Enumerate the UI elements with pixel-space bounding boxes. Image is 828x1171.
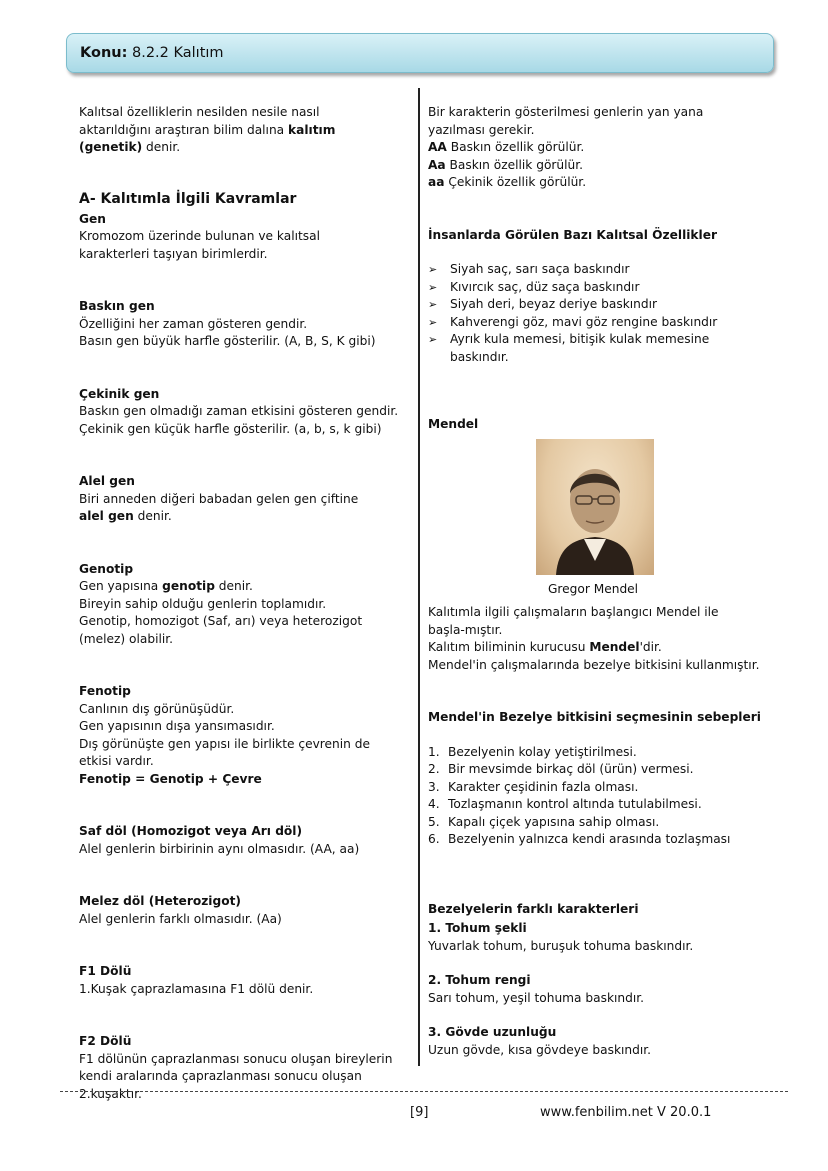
f2-title: F2 Dölü (79, 1034, 132, 1048)
list-item: 4. Tozlaşmanın kontrol altında tutulabilmesi. (428, 797, 702, 811)
fenotip-title: Fenotip (79, 684, 131, 698)
reasons-list (428, 744, 768, 849)
photo-caption: Gregor Mendel (547, 581, 639, 596)
reasons-title: Mendel'in Bezelye bitkisini seçmesinin sebepleri (428, 710, 761, 724)
cekinik-gen-line1: Baskın gen olmadığı zaman etkisini gösteren gendir. (79, 404, 399, 418)
genotype-aa: aa Çekinik özellik görülür. (428, 175, 587, 189)
f1-title: F1 Dölü (79, 964, 132, 978)
left-column (79, 104, 409, 1103)
stem-length-text: Uzun gövde, kısa gövdeye baskındır. (428, 1042, 651, 1057)
mendel-portrait (536, 439, 654, 575)
list-item: 3. Karakter çeşidinin fazla olması. (428, 779, 639, 794)
f1-text: 1.Kuşak çaprazlamasına F1 dölü denir. (79, 981, 314, 996)
melez-dol-text: Alel genlerin farklı olmasıdır. (Aa) (79, 911, 282, 926)
list-item: 5. Kapalı çiçek yapısına sahip olması. (428, 814, 660, 829)
cekinik-gen-title: Çekinik gen (79, 386, 160, 401)
f2-text: F1 dölünün çaprazlanması sonucu oluşan bireylerin kendi aralarında çaprazlanması sonucu oluşan 2.kuşaktır. (79, 1051, 393, 1101)
cekinik-gen-line2: Çekinik gen küçük harfle gösterilir. (a, b, s, k gibi) (79, 421, 382, 436)
seed-color-text: Sarı tohum, yeşil tohuma baskındır. (428, 990, 644, 1005)
topic-banner (66, 33, 774, 73)
stem-length-title: 3. Gövde uzunluğu (428, 1025, 557, 1039)
mendel-title: Mendel (428, 417, 479, 431)
saf-dol-title: Saf döl (Homozigot veya Arı döl) (79, 824, 303, 838)
mendel-line3: Mendel'in çalışmalarında bezelye bitkisini kullanmıştır. (428, 657, 760, 672)
genotype-intro: Bir karakterin gösterilmesi genlerin yan yana yazılması gerekir. (428, 105, 704, 137)
genotip-title: Genotip (79, 561, 134, 576)
arrow-bullet-icon: ➢ (428, 280, 438, 294)
baskin-gen-line2: Basın gen büyük harfle gösterilir. (A, B, S, K gibi) (79, 334, 376, 348)
baskin-gen-title: Baskın gen (79, 299, 155, 313)
gen-text: Kromozom üzerinde bulunan ve kalıtsal karakterleri taşıyan birimlerdir. (79, 229, 320, 261)
fenotip-line1: Canlının dış görünüşüdür. (79, 701, 235, 716)
fenotip-line2: Gen yapısının dışa yansımasıdır. (79, 719, 275, 733)
traits-title: İnsanlarda Görülen Bazı Kalıtsal Özellikler (428, 227, 717, 242)
alel-gen-title: Alel gen (79, 474, 135, 488)
column-divider (418, 88, 420, 1066)
arrow-bullet-icon: ➢ (428, 263, 438, 276)
gen-title: Gen (79, 211, 106, 226)
list-item: 2. Bir mevsimde birkaç döl (ürün) vermesi. (428, 762, 694, 776)
intro-paragraph: Kalıtsal özelliklerin nesilden nesile nasıl aktarıldığını araştıran bilim dalına kalıtım (genetik) denir. (79, 105, 336, 154)
section-title: A- Kalıtımla İlgili Kavramlar (79, 190, 297, 207)
genotype-Aa: Aa Baskın özellik görülür. (428, 157, 584, 172)
characters-title: Bezelyelerin farklı karakterleri (428, 901, 639, 916)
genotip-line1: Gen yapısına genotip denir. (79, 579, 253, 593)
arrow-bullet-icon: ➢ (428, 315, 438, 329)
fenotip-line3: Dış görünüşte gen yapısı ile birlikte çevrenin de etkisi vardır. (79, 736, 370, 768)
footer-divider (60, 1091, 788, 1092)
melez-dol-title: Melez döl (Heterozigot) (79, 894, 241, 908)
list-item: 6. Bezelyenin yalnızca kendi arasında tozlaşması (428, 832, 731, 846)
list-item: ➢ Ayrık kula memesi, bitişik kulak memesine baskındır. (428, 332, 710, 364)
baskin-gen-line1: Özelliğini her zaman gösteren gendir. (79, 316, 308, 331)
seed-color-title: 2. Tohum rengi (428, 973, 531, 987)
fenotip-formula: Fenotip = Genotip + Çevre (79, 771, 262, 786)
seed-shape-title: 1. Tohum şekli (428, 921, 527, 935)
list-item: ➢ Kahverengi göz, mavi göz rengine baskındır (428, 314, 768, 332)
list-item: ➢ Siyah deri, beyaz deriye baskındır (428, 296, 768, 314)
right-column (428, 104, 768, 1059)
footer-site: www.fenbilim.net V 20.0.1 (540, 1105, 712, 1120)
genotip-line3: Genotip, homozigot (Saf, arı) veya heterozigot (melez) olabilir. (79, 614, 363, 646)
mendel-line1: Kalıtımla ilgili çalışmaların başlangıcı Mendel ile başla-mıştır. (428, 605, 719, 637)
traits-list (428, 261, 768, 366)
seed-shape-text: Yuvarlak tohum, buruşuk tohuma baskındır. (428, 938, 694, 953)
genotip-line2: Bireyin sahip olduğu genlerin toplamıdır. (79, 596, 327, 611)
list-item: ➢ Siyah saç, sarı saça baskındır (428, 261, 768, 279)
list-item: ➢ Kıvırcık saç, düz saça baskındır (428, 279, 768, 297)
topic-title: Konu: 8.2.2 Kalıtım (80, 45, 224, 61)
arrow-bullet-icon: ➢ (428, 333, 438, 346)
page-number: [9] (410, 1105, 429, 1120)
mendel-portrait-svg (536, 439, 654, 575)
saf-dol-text: Alel genlerin birbirinin aynı olmasıdır. (AA, aa) (79, 841, 360, 856)
arrow-bullet-icon: ➢ (428, 298, 438, 311)
list-item: 1. Bezelyenin kolay yetiştirilmesi. (428, 744, 637, 759)
genotype-AA: AA Baskın özellik görülür. (428, 140, 585, 154)
alel-gen-text: Biri anneden diğeri babadan gelen gen çiftine alel gen denir. (79, 491, 359, 523)
mendel-line2: Kalıtım biliminin kurucusu Mendel'dir. (428, 640, 662, 654)
